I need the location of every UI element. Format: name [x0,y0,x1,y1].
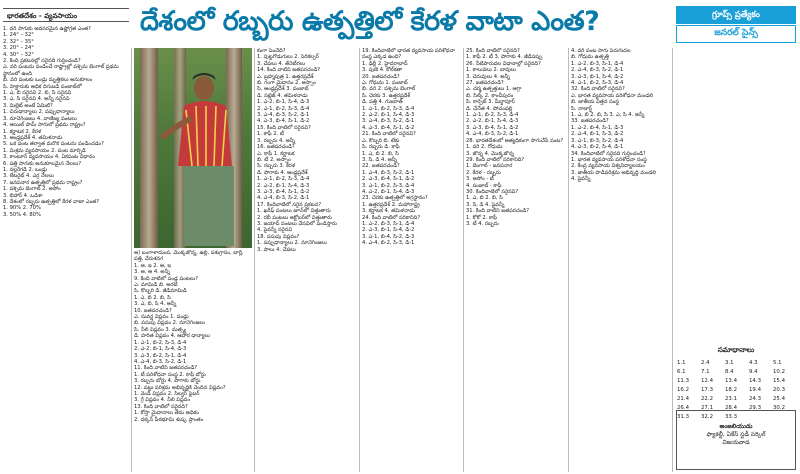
question-column-5: 25. కింది వాటిలో సరైనది? 1. కాఫీ 2. టీ 3. పొగాకు 4. జీడిపప్పు 26. నీటిపారుదల విధానాల్లో సరైనది? 1. కాలువలు 2. బావులు 3. చెరువులు 4. అన్నీ 27. జతపరచండి? ఎ. చర్మ ఉత్పత్తులు 1. ఆగ్రా బి. సిల్క్ 2. కాంచీపురం సి. కార్పెట్ 3. మీర్జాపూర్ డి. చేనేత 4. పోచంపల్లి 1. ఎ-1, బి-2, సి-3, డి-4 2. ఎ-2, బి-1, సి-4, డి-3 3. ఎ-3, బి-4, సి-1, డి-2 4. ఎ-4, బి-3, సి-2, డి-1 28. భారతదేశంలో అత్యధికంగా సాగుచేసే పంట? 1. వరి 2. గోధుమ 3. జొన్న 4. మొక్కజొన్న 29. కింది వాటిలో సరికానిది? 1. బెంగాల్ - జనపనార 2. కేరళ - రబ్బరు 3. అసోం - టీ 4. పంజాబ్ - కాఫీ 30. కిందివాటిలో సరైనవి? 1. ఎ, బి 2. బి, సి 3. సి, డి 4. పైవన్నీ 31. కింది వాటిని జతపరచండి? 1. కోకో 2. కాఫీ 3. టీ 4. రబ్బరు [466,48,564,227]
answer-cell: 23.1 [725,395,738,402]
answer-row [676,394,796,403]
answer-cell: 2.4 [701,359,710,366]
column-rule [463,48,464,472]
answer-cell: 1.1 [677,359,686,366]
answer-cell: 28.4 [725,404,738,411]
answer-cell: 30.2 [773,404,786,411]
answer-cell: 12.4 [701,377,714,384]
general-science-badge: జనరల్ సైన్స్ [676,25,796,43]
answer-cell: 15.4 [773,377,786,384]
answer-cell: 20.3 [773,386,786,393]
answer-row [676,358,796,367]
column-rule [672,48,673,472]
answer-row [676,385,796,394]
answer-cell: 8.4 [725,368,734,375]
answer-cell: 19.4 [749,386,762,393]
column-rule [254,48,255,472]
answer-cell: 16.2 [677,386,690,393]
author-name: అంజలియుడు [719,423,753,430]
answers-title: సమాధానాలు [717,346,755,354]
author-credit [676,410,796,470]
answer-cell: 6.1 [677,368,686,375]
question-column-3: కంగా పెంచేది? 1. పుట్టగొడుగులు 2. సెరికల్చర్ 3. చేపలు 4. తేనెటీగలు 14. కింది వాటిని జతపరచండి? ఎ. బ్రహ్మపుత్ర 1. ఉత్తరప్రదేశ్ బి. గంగా మైదానం 2. అస్సాం సి. ఆంధ్రప్రదేశ్ 3. పంజాబ్ డి. సట్లెజ్ 4. తమిళనాడు 1. ఎ-2, బి-1, సి-4, డి-3 2. ఎ-1, బి-2, సి-3, డి-4 3. ఎ-4, బి-3, సి-2, డి-1 4. ఎ-3, బి-4, సి-1, డి-2 15. కింది వాటిలో సరైనవి? 1. కాఫీ 2. టీ 3. రబ్బరు 4. అన్నీ 16. జతపరచండి? ఎ. కాఫీ 1. కర్ణాటక బి. టీ 2. అస్సాం సి. రబ్బరు 3. కేరళ డి. పొగాకు 4. ఆంధ్రప్రదేశ్ 1. ఎ-1, బి-2, సి-3, డి-4 2. ఎ-2, బి-1, సి-4, డి-3 3. ఎ-3, బి-4, సి-1, డి-2 4. ఎ-4, బి-3, సి-2, డి-1 17. కిందివాటిలో సరైన ప్రకటన? 1. ఖరీఫ్ పంటలు జూన్‌లో విత్తుతారు 2. రబీ పంటలు అక్టోబర్‌లో విత్తుతారు 3. జయాద్ పంటలు వేసవిలో పండిస్తారు 4. పైవన్నీ సరైనవి 18. పసుపు విప్లవం? 1. పప్పుధాన్యాలు 2. నూనెగింజలు 3. పాలు 4. చేపలు [257,48,337,253]
column-rule [568,48,569,472]
answer-cell: 17.3 [701,386,714,393]
answer-cell: 5.1 [773,359,782,366]
column-rule [359,48,360,472]
answer-cell: 4.3 [749,359,758,366]
answer-cell: 14.3 [749,377,762,384]
answer-cell: 10.2 [773,368,786,375]
answer-cell: 33.3 [725,413,738,420]
answer-cell: 26.4 [677,404,690,411]
answer-cell: 32.2 [701,413,714,420]
answer-cell: 25.4 [773,395,786,402]
answer-cell: 31.3 [677,413,690,420]
groups-special-badge: గ్రూప్స్ ప్రత్యేకం [676,6,796,24]
answer-cell: 18.2 [725,386,738,393]
answer-cell: 21.4 [677,395,690,402]
answer-cell: 27.1 [701,404,714,411]
answer-cell: 13.4 [725,377,738,384]
answer-cell: 11.3 [677,377,690,384]
answer-cell: 7.1 [701,368,710,375]
rubber-tapping-photo [134,48,252,248]
question-column-6: 4. వరి పంట సాగు పెరుగుదల బి. గోధుమ ఉత్పత్తి 1. ఎ-2, బి-3, సి-1, డి-4 2. ఎ-4, బి-3, సి-2, డి-1 3. ఎ-3, బి-1, సి-4, డి-2 4. ఎ-1, బి-2, సి-3, డి-4 32. కింది వాటిలో సరైనవి? ఎ. భారత వ్యవసాయ పరిశోధనా మండలి బి. జాతీయ విత్తన సంస్థ సి. నాబార్డ్ 1. ఎ, బి 2. బి, సి 3. ఎ, సి 4. అన్నీ 33. జతపరచండి? 1. ఎ-2, బి-4, సి-1, డి-3 2. ఎ-4, బి-1, సి-3, డి-2 3. ఎ-1, బి-3, సి-2, డి-4 4. ఎ-3, బి-2, సి-4, డి-1 34. కిందివాటిలో సరైనది గుర్తించండి? 1. భారత వ్యవసాయ పరిశోధనా సంస్థ 2. కేంద్ర వ్యవసాయ విశ్వవిద్యాలయం 3. జాతీయ పాడిపరిశ్రమ అభివృద్ధి మండలి 4. పైవన్నీ [571,48,657,183]
answer-row [676,376,796,385]
page-headline: దేశంలో రబ్బరు ఉత్పత్తిలో కేరళ వాటా ఎంత? [140,6,600,37]
column-rule [131,48,132,472]
answer-cell: 29.3 [749,404,762,411]
answer-row [676,367,796,376]
author-role: ఫ్యాకల్టీ, ఏకేస్ స్టడీ సర్కిల్ [706,431,766,438]
author-city: విజయవాడ [722,439,750,446]
answer-cell: 9.4 [749,368,758,375]
question-column-1: 1. వరి సాగుకు అవసరమైన ఉష్ణోగ్రత ఎంత? 1. 24° – 32° 2. 32° – 35° 3. 20° – 24° 4. 30° – 32° 2. కింది ప్రకటనల్లో సరైనది గుర్తించండి? ఎ. వరి పంటను పండించే రాష్ట్రాల్లో పశ్చిమ బెంగాల్ ప్రథమ స్థానంలో ఉంది బి. వరి పంటకు ఒండ్రు మృత్తికలు అనుకూలం సి. హెక్టారుకు అధిక దిగుబడి పంజాబ్‌లో 1. ఎ, బి సరైనవి 2. బి, సి సరైనవి 3. ఎ, సి సరైనవి 4. అన్నీ సరైనవి 3. మిల్లెట్ అంటే ఏమిటి? 1. చిరుధాన్యాలు 2. పప్పుధాన్యాలు 3. నూనెగింజలు 4. వాణిజ్య పంటలు 4. ఆయిల్ పామ్ సాగులో ప్రథమ రాష్ట్రం? 1. కర్ణాటక 2. కేరళ 3. ఆంధ్రప్రదేశ్ 4. తమిళనాడు 5. ఒక పంట తర్వాత మరొక పంటను పండించడం? 1. మిశ్రమ వ్యవసాయం 2. పంట మార్పిడి 3. కాంటూర్ వ్యవసాయం 4. ఏకపంట విధానం 6. పత్తి సాగుకు అనుకూలమైన నేలలు? 1. నల్లరేగడి 2. ఒండ్రు 3. లేటరైట్ 4. ఎర్ర నేలలు 7. జనపనార ఉత్పత్తిలో ప్రథమ రాష్ట్రం? 1. పశ్చిమ బెంగాల్ 2. అసోం 3. బిహార్ 4. ఒడిశా 8. దేశంలో రబ్బరు ఉత్పత్తిలో కేరళ వాటా ఎంత? 1. 90% 2. 70% 3. 50% 4. 80% [3,26,119,218]
question-column-4: 19. కిందివాటిలో భారత వ్యవసాయ పరిశోధనా సంస్థ ఎక్కడ ఉంది? 1. ఢిల్లీ 2. హైదరాబాద్ 3. పుణె 4. కోల్‌కతా 20. జతపరచండి? ఎ. గోధుమ 1. పంజాబ్ బి. వరి 2. పశ్చిమ బెంగాల్ సి. చెరకు 3. ఉత్తరప్రదేశ్ డి. పత్తి 4. గుజరాత్ 1. ఎ-1, బి-2, సి-3, డి-4 2. ఎ-2, బి-1, సి-4, డి-3 3. ఎ-4, బి-3, సి-2, డి-1 4. ఎ-3, బి-4, సి-1, డి-2 21. కింది వాటిలో సరైనవి? ఎ. కొబ్బరి బి. టేకు సి. రబ్బరు డి. కాఫీ 1. ఎ, బి 2. బి, సి 3. సి, డి 4. అన్నీ 22. జతపరచండి? 1. ఎ-4, బి-3, సి-2, డి-1 2. ఎ-3, బి-4, సి-1, డి-2 3. ఎ-1, బి-2, సి-3, డి-4 4. ఎ-2, బి-1, సి-4, డి-3 23. చెరకు ఉత్పత్తిలో అగ్రస్థానం? 1. ఉత్తరప్రదేశ్ 2. మహారాష్ట్ర 3. కర్ణాటక 4. తమిళనాడు 24. కింది వాటిలో సరికానిది? 1. ఎ-2, బి-3, సి-1, డి-4 2. ఎ-3, బి-1, సి-4, డి-2 3. ఎ-1, బి-4, సి-2, డి-3 4. ఎ-4, బి-2, సి-3, డి-1 [362,48,455,247]
answer-cell: 22.2 [701,395,714,402]
section-kicker: భారతదేశం - వ్యవసాయం [3,8,129,22]
question-column-2: ఆ) బంగాళాదుంప, మొక్కజొన్న, ఉల్లి, పశుగ్రాసం, బార్లీ, పత్తి, వేరుశనగ 1. అ, ఇ 2. ఆ, ఇ 3. అ, ఆ 4. అన్నీ 9. కింది వాటిలో పండ్ల పంటలు? ఎ. మామిడి బి. అరటి సి. కొబ్బరి డి. జీడిమామిడి 1. ఎ, బి 2. బి, సి 3. ఎ, బి, సి 4. అన్నీ 10. జతపరచండి? ఎ. సువర్ణ విప్లవం 1. పండ్లు బి. పసుపు విప్లవం 2. నూనెగింజలు సి. నీలి విప్లవం 3. మత్స్య డి. హరిత విప్లవం 4. ఆహార ధాన్యాలు 1. ఎ-1, బి-2, సి-3, డి-4 2. ఎ-2, బి-1, సి-4, డి-3 3. ఎ-3, బి-2, సి-1, డి-4 4. ఎ-4, బి-3, సి-2, డి-1 11. కింది వాటిని జతపరచండి? 1. టీ పరిశోధనా సంస్థ 2. కాఫీ బోర్డు 3. రబ్బరు బోర్డు 4. పొగాకు బోర్డు 12. పట్టు పరిశ్రమ అభివృద్ధికి చెందిన విప్లవం? 1. వెండి విప్లవం 2. సిల్వర్ ఫైబర్ 3. గ్రే విప్లవం 4. నీలి విప్లవం 13. కింది వాటిలో సరైనది? 1. కోస్తా మైదానాలు తేమ అధికం 2. దక్కన్ పీఠభూమి శుష్క ప్రాంతం [134,250,244,423]
answer-cell: 24.3 [749,395,762,402]
answer-cell: 3.1 [725,359,734,366]
